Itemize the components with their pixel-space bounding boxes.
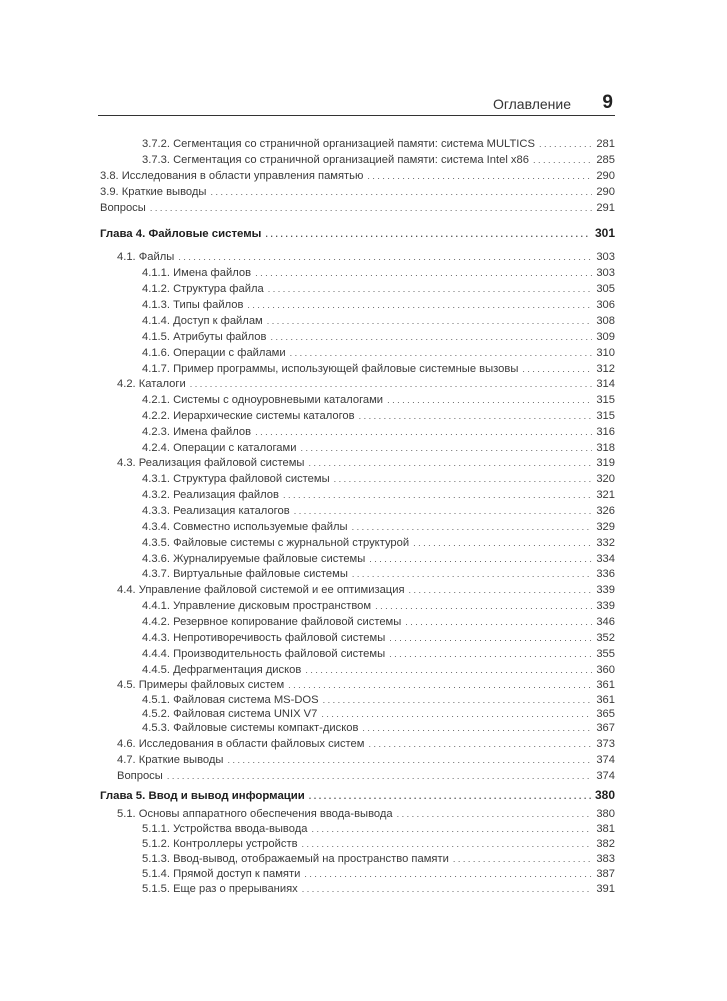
toc-entry-title: 3.9. Краткие выводы: [100, 186, 207, 198]
toc-entry-title: 4.2.3. Имена файлов: [142, 426, 252, 438]
dot-leader: [539, 136, 592, 152]
toc-entry[interactable]: [100, 455, 615, 471]
toc-entry[interactable]: [100, 551, 615, 567]
toc-entry-title: 5.1.5. Еще раз о прерываниях: [142, 883, 298, 895]
dot-leader: [375, 598, 592, 614]
toc-entry[interactable]: [100, 821, 615, 837]
toc-entry-title: Глава 4. Файловые системы: [100, 228, 262, 240]
toc-entry[interactable]: [100, 598, 615, 614]
toc-entry[interactable]: [100, 881, 615, 897]
toc-entry-page: 346: [596, 616, 615, 628]
dot-leader: [302, 836, 593, 852]
toc-entry[interactable]: [100, 768, 615, 784]
toc-entry-title: 4.5. Примеры файловых систем: [117, 679, 285, 691]
toc-entry-title: 4.4.3. Непротиворечивость файловой системы: [142, 632, 386, 644]
dot-leader: [288, 677, 592, 693]
toc-entry-title: 4.2.1. Системы с одноуровневыми каталогами: [142, 394, 384, 406]
toc-entry-page: 360: [596, 664, 615, 676]
dot-leader: [267, 313, 593, 329]
toc-entry-page: 312: [596, 363, 615, 375]
toc-entry-title: 4.4.4. Производительность файловой системы: [142, 648, 386, 660]
toc-entry-title: 3.7.3. Сегментация со страничной организацией памяти: система Intel x86: [142, 154, 529, 166]
dot-leader: [309, 788, 591, 804]
toc-entry[interactable]: [100, 503, 615, 519]
toc-entry[interactable]: [100, 168, 615, 184]
toc-entry[interactable]: [100, 646, 615, 662]
toc-entry-page: 373: [596, 738, 615, 750]
toc-entry[interactable]: [100, 361, 615, 377]
toc-entry-title: 4.5.2. Файловая система UNIX V7: [142, 708, 318, 720]
toc-entry-title: 4.1.7. Пример программы, использующей файловые системные вызовы: [142, 363, 519, 375]
dot-leader: [265, 226, 591, 242]
toc-entry-title: 4.6. Исследования в области файловых систем: [117, 738, 365, 750]
dot-leader: [413, 535, 592, 551]
toc-entry[interactable]: [100, 392, 615, 408]
dot-leader: [210, 184, 592, 200]
toc-chapter-heading[interactable]: [100, 787, 615, 803]
dot-leader: [150, 200, 593, 216]
dot-leader: [270, 329, 592, 345]
toc-entry[interactable]: [100, 630, 615, 646]
toc-entry[interactable]: [100, 249, 615, 265]
dot-leader: [397, 806, 593, 822]
toc-entry-page: 290: [596, 186, 615, 198]
toc-entry-title: 4.3.6. Журналируемые файловые системы: [142, 553, 366, 565]
toc-entry-page: 381: [596, 823, 615, 835]
dot-leader: [533, 152, 592, 168]
toc-entry[interactable]: [100, 851, 615, 867]
toc-entry-title: 4.5.1. Файловая система MS-DOS: [142, 694, 319, 706]
dot-leader: [268, 281, 593, 297]
toc-entry-title: Вопросы: [117, 770, 163, 782]
dot-leader: [352, 566, 592, 582]
toc-entry[interactable]: [100, 376, 615, 392]
dot-leader: [255, 424, 592, 440]
dot-leader: [352, 519, 593, 535]
dot-leader: [409, 582, 593, 598]
toc-entry-title: 4.4.2. Резервное копирование файловой системы: [142, 616, 402, 628]
toc-entry-page: 315: [596, 394, 615, 406]
toc-entry-page: 305: [596, 283, 615, 295]
toc-entry-title: 4.2.4. Операции с каталогами: [142, 442, 297, 454]
toc-entry-page: 326: [596, 505, 615, 517]
dot-leader: [190, 376, 593, 392]
toc-entry-title: 5.1. Основы аппаратного обеспечения ввода-вывода: [117, 808, 393, 820]
toc-entry[interactable]: [100, 736, 615, 752]
toc-entry-page: 310: [596, 347, 615, 359]
toc-entry-title: 4.1.3. Типы файлов: [142, 299, 244, 311]
dot-leader: [389, 646, 592, 662]
toc-entry-page: 309: [596, 331, 615, 343]
toc-entry-title: 4.3.3. Реализация каталогов: [142, 505, 290, 517]
dot-leader: [453, 851, 593, 867]
toc-entry[interactable]: [100, 152, 615, 168]
toc-entry-title: 4.3.1. Структура файловой системы: [142, 473, 330, 485]
toc-entry[interactable]: [100, 662, 615, 678]
toc-entry[interactable]: [100, 265, 615, 281]
toc-entry-page: 339: [596, 600, 615, 612]
toc-entry-title: 4.4. Управление файловой системой и ее оптимизация: [117, 584, 405, 596]
toc-entry-page: 332: [596, 537, 615, 549]
toc-entry-page: 336: [596, 568, 615, 580]
toc-entry-title: 4.3.7. Виртуальные файловые системы: [142, 568, 348, 580]
toc-entry-page: 380: [594, 788, 615, 802]
toc-entry[interactable]: [100, 566, 615, 582]
toc-entry-page: 361: [596, 694, 615, 706]
dot-leader: [311, 821, 592, 837]
dot-leader: [294, 503, 593, 519]
toc-entry[interactable]: [100, 806, 615, 822]
toc-entry-title: 5.1.1. Устройства ввода-вывода: [142, 823, 308, 835]
dot-leader: [308, 455, 592, 471]
toc-entry-title: 4.3.2. Реализация файлов: [142, 489, 279, 501]
dot-leader: [405, 614, 592, 630]
toc-entry-title: 4.2. Каталоги: [117, 378, 186, 390]
toc-entry[interactable]: [100, 184, 615, 200]
toc-entry[interactable]: [100, 487, 615, 503]
toc-entry[interactable]: [100, 329, 615, 345]
toc-entry-page: 315: [596, 410, 615, 422]
toc-chapter-heading[interactable]: [100, 225, 615, 241]
dot-leader: [247, 297, 592, 313]
toc-entry-page: 367: [596, 722, 615, 734]
toc-entry[interactable]: [100, 519, 615, 535]
toc-entry-page: 321: [596, 489, 615, 501]
toc-entry-title: 4.1. Файлы: [117, 251, 175, 263]
toc-entry[interactable]: [100, 614, 615, 630]
dot-leader: [178, 249, 592, 265]
toc-entry[interactable]: [100, 424, 615, 440]
dot-leader: [359, 408, 593, 424]
toc-entry-title: 4.7. Краткие выводы: [117, 754, 224, 766]
toc-entry-title: 4.3.4. Совместно используемые файлы: [142, 521, 348, 533]
toc-entry-title: Вопросы: [100, 202, 146, 214]
toc-entry-title: 4.3.5. Файловые системы с журнальной структурой: [142, 537, 410, 549]
toc-entry-page: 303: [596, 267, 615, 279]
dot-leader: [167, 768, 593, 784]
toc-entry[interactable]: [100, 720, 615, 736]
dot-leader: [300, 440, 592, 456]
toc-entry[interactable]: [100, 582, 615, 598]
page-header: [98, 93, 615, 116]
toc-entry-page: 365: [596, 708, 615, 720]
toc-entry[interactable]: [100, 408, 615, 424]
toc-entry-title: 4.4.5. Дефрагментация дисков: [142, 664, 302, 676]
toc-entry-page: 374: [596, 754, 615, 766]
dot-leader: [304, 866, 592, 882]
toc-entry-page: 303: [596, 251, 615, 263]
toc-entry-page: 361: [596, 679, 615, 691]
toc-entry[interactable]: [100, 752, 615, 768]
dot-leader: [283, 487, 592, 503]
toc-entry-page: 285: [596, 154, 615, 166]
toc-entry-title: 4.5.3. Файловые системы компакт-дисков: [142, 722, 359, 734]
toc-entry[interactable]: [100, 297, 615, 313]
toc-entry[interactable]: [100, 836, 615, 852]
toc-entry-page: 374: [596, 770, 615, 782]
toc-entry[interactable]: [100, 677, 615, 693]
dot-leader: [367, 168, 592, 184]
toc-entry-page: 306: [596, 299, 615, 311]
toc-entry[interactable]: [100, 136, 615, 152]
toc-entry[interactable]: [100, 281, 615, 297]
toc-entry-page: 318: [596, 442, 615, 454]
dot-leader: [387, 392, 592, 408]
toc-entry-title: 5.1.4. Прямой доступ к памяти: [142, 868, 301, 880]
dot-leader: [522, 361, 592, 377]
dot-leader: [369, 551, 592, 567]
dot-leader: [368, 736, 592, 752]
toc-entry-page: 334: [596, 553, 615, 565]
toc-entry-page: 314: [596, 378, 615, 390]
toc-entry-title: 4.1.2. Структура файла: [142, 283, 264, 295]
toc-entry-title: 3.8. Исследования в области управления памятью: [100, 170, 364, 182]
toc-entry-page: 380: [596, 808, 615, 820]
toc-entry[interactable]: [100, 313, 615, 329]
toc-entry-title: 4.1.4. Доступ к файлам: [142, 315, 263, 327]
toc-entry-page: 320: [596, 473, 615, 485]
toc-entry[interactable]: [100, 866, 615, 882]
toc-entry-page: 329: [596, 521, 615, 533]
toc-entry-page: 290: [596, 170, 615, 182]
toc-entry-title: 5.1.3. Ввод-вывод, отображаемый на пространство памяти: [142, 853, 449, 865]
running-title: Оглавление: [492, 96, 571, 112]
toc-entry-title: 4.1.6. Операции с файлами: [142, 347, 286, 359]
toc-entry-title: 4.2.2. Иерархические системы каталогов: [142, 410, 355, 422]
toc-entry-page: 387: [596, 868, 615, 880]
toc-entry-page: 316: [596, 426, 615, 438]
dot-leader: [389, 630, 592, 646]
dot-leader: [255, 265, 592, 281]
toc-entry[interactable]: [100, 535, 615, 551]
toc-entry-page: 391: [596, 883, 615, 895]
toc-entry-page: 383: [596, 853, 615, 865]
dot-leader: [334, 471, 593, 487]
dot-leader: [290, 345, 593, 361]
toc-entry-page: 291: [596, 202, 615, 214]
dot-leader: [227, 752, 592, 768]
toc-entry-page: 382: [596, 838, 615, 850]
toc-entry-title: 5.1.2. Контроллеры устройств: [142, 838, 298, 850]
toc-entry-page: 339: [596, 584, 615, 596]
toc-entry-title: 4.3. Реализация файловой системы: [117, 457, 305, 469]
dot-leader: [362, 720, 592, 736]
toc-entry-page: 319: [596, 457, 615, 469]
toc-entry-page: 281: [596, 138, 615, 150]
toc-entry-title: 4.4.1. Управление дисковым пространством: [142, 600, 372, 612]
dot-leader: [302, 881, 593, 897]
toc-entry-title: 3.7.2. Сегментация со страничной организацией памяти: система MULTICS: [142, 138, 535, 150]
toc-entry-title: Глава 5. Ввод и вывод информации: [100, 790, 305, 802]
toc-entry[interactable]: [100, 471, 615, 487]
toc-entry-title: 4.1.1. Имена файлов: [142, 267, 252, 279]
toc-entry-page: 308: [596, 315, 615, 327]
toc-entry[interactable]: [100, 345, 615, 361]
dot-leader: [305, 662, 592, 678]
toc-entry[interactable]: [100, 200, 615, 216]
toc-entry[interactable]: [100, 440, 615, 456]
toc-entry-page: 355: [596, 648, 615, 660]
toc-entry-page: 301: [594, 226, 615, 240]
page-number: 9: [602, 92, 613, 113]
toc-entry-page: 352: [596, 632, 615, 644]
toc-entry-title: 4.1.5. Атрибуты файлов: [142, 331, 267, 343]
